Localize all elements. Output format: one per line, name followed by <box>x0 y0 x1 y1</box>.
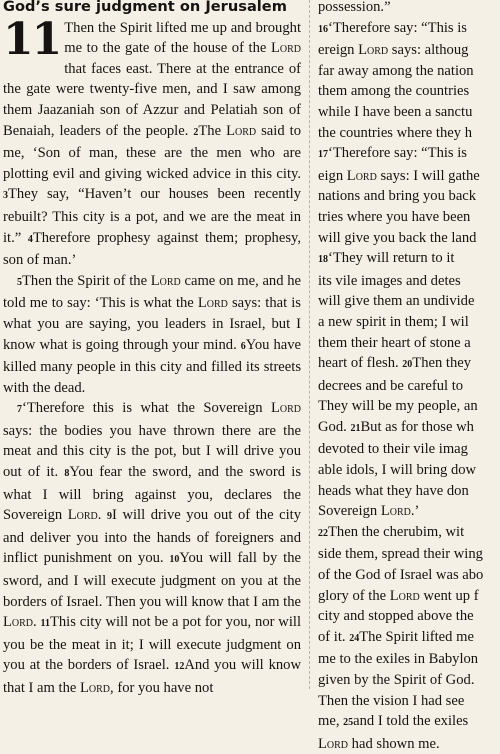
text-run: said to me, ‘Son of man, these are the men who are plotting evil and giving wicked advice in this city. <box>3 122 301 182</box>
text-run: tries where you have been <box>318 208 471 225</box>
verse-number: 11 <box>40 618 50 630</box>
text-run: eign <box>318 167 347 184</box>
text-line <box>318 207 500 228</box>
text-line <box>318 353 500 376</box>
text-line <box>318 166 500 187</box>
text-run: They will be my people, an <box>318 398 478 415</box>
left-column <box>3 0 301 699</box>
verse-number: 10 <box>169 554 180 566</box>
text-run: says: I will gathe <box>376 167 480 184</box>
verse-number: 20 <box>402 359 413 371</box>
text-run: ‘Therefore say: “This is <box>328 19 467 36</box>
text-line <box>318 670 500 691</box>
text-run: ‘Therefore this is what the Sovereign <box>22 400 271 417</box>
text-line <box>318 228 500 249</box>
text-run: of the God of Israel was abo <box>318 567 484 584</box>
text-run: The <box>198 122 227 139</box>
verse-number: 16 <box>318 23 328 35</box>
text-run: me, <box>318 713 344 730</box>
paragraph <box>3 398 301 698</box>
text-run: possession.” <box>318 0 391 15</box>
text-run: me to the exiles in Babylon <box>318 651 479 668</box>
text-line <box>318 734 500 754</box>
text-run: says: that is what you are saying, you leaders in Israel, but I know what is going through your mind. <box>3 295 301 353</box>
text-run: You fear the sword, and the sword is what I will bring against you, declares the Sovereign <box>3 464 301 524</box>
text-run: You have killed many people in this city and filled its streets with the dead. <box>3 336 301 396</box>
section-heading: God’s sure judgment on Jerusalem <box>3 0 287 15</box>
verse-number: 21 <box>350 422 361 434</box>
verse-number: 6 <box>240 340 246 352</box>
text-line <box>318 186 500 207</box>
text-run: given by the Spirit of God. <box>318 672 475 688</box>
verse-number: 22 <box>318 527 328 539</box>
text-run: able idols, I will bring dow <box>318 462 477 479</box>
verse-number: 24 <box>349 632 360 644</box>
text-line <box>318 0 500 18</box>
verse-number: 18 <box>318 254 328 266</box>
text-run: .’ <box>410 503 420 520</box>
text-run: had shown me. <box>348 735 440 752</box>
verse-number: 8 <box>64 468 70 480</box>
text-line <box>318 439 500 460</box>
text-line <box>318 40 500 61</box>
divine-name: Lord <box>358 42 389 59</box>
text-line <box>318 481 500 502</box>
text-run: side them, spread their wing <box>318 546 483 563</box>
text-run: ereign <box>318 42 359 59</box>
text-run: ‘They will return to it <box>328 250 455 267</box>
divine-name: Lord <box>3 614 34 631</box>
text-line <box>318 81 500 102</box>
text-run: will give them an undivide <box>318 293 475 310</box>
text-run: But as for those wh <box>360 418 474 435</box>
chapter-text <box>3 13 302 699</box>
text-run: heart of flesh. <box>318 355 403 372</box>
text-line <box>318 291 500 312</box>
text-line <box>318 248 500 271</box>
text-run: devoted to their vile imag <box>318 441 468 458</box>
divine-name: Lord <box>67 507 98 524</box>
text-line <box>318 606 500 627</box>
divine-name: Lord <box>346 167 377 184</box>
verse-number: 2 <box>193 126 199 138</box>
column-divider <box>309 0 310 689</box>
text-run: Sovereign <box>318 503 381 520</box>
text-line <box>318 586 500 607</box>
text-run: Then they <box>412 355 472 372</box>
text-run: decrees and be careful to <box>318 377 464 394</box>
text-line <box>318 143 500 166</box>
text-run: They say, “Haven’t our houses been recently rebuilt? This city is a pot, and we are the meat in it.” <box>3 186 301 246</box>
text-run: and I told the exiles <box>353 713 469 730</box>
text-run: says: the bodies you have thrown there are the meat and this city is the pot, but I will drive you out of it. <box>3 422 301 481</box>
divine-name: Lord <box>389 587 420 604</box>
text-line <box>318 711 500 734</box>
text-line <box>318 544 500 565</box>
text-run: its vile images and detes <box>318 272 461 289</box>
verse-number: 7 <box>17 404 22 416</box>
text-run: heads what they have don <box>318 482 469 499</box>
verse-number: 4 <box>27 233 33 245</box>
text-line <box>318 271 500 292</box>
divine-name: Lord <box>270 40 301 57</box>
paragraph <box>3 271 301 399</box>
chapter-number: 11 <box>3 13 61 65</box>
text-line <box>318 460 500 481</box>
divine-name: Lord <box>226 122 257 139</box>
text-run: will give you back the land <box>318 229 477 246</box>
text-run: them among the countries <box>318 83 470 100</box>
text-line <box>318 691 500 712</box>
text-run: the countries where they h <box>318 124 472 141</box>
text-line <box>318 312 500 333</box>
divine-name: Lord <box>270 400 301 417</box>
text-run: Then the Spirit lifted me up and brought me to the gate of the house of the <box>64 19 301 57</box>
divine-name: Lord <box>380 503 411 520</box>
text-run: , for you have not <box>110 680 214 696</box>
text-line <box>318 123 500 144</box>
text-line <box>318 376 500 397</box>
text-run: Therefore prophesy against them; prophesy, son of man.’ <box>3 229 301 269</box>
text-line <box>318 61 500 82</box>
text-line <box>318 417 500 440</box>
right-column <box>318 0 500 754</box>
text-run: came on me, and he told me to say: ‘This is what the <box>3 272 301 312</box>
verse-number: 17 <box>318 149 328 161</box>
text-run: Then the vision I had see <box>318 692 465 709</box>
text-run: I will drive you out of the city and deliver you into the hands of foreigners and inflict punishment on you. <box>3 507 302 567</box>
text-run: ‘Therefore say: “This is <box>328 145 467 162</box>
text-run: God. <box>318 418 351 435</box>
verse-number: 25 <box>343 717 354 729</box>
text-line <box>318 627 500 650</box>
text-run: glory of the <box>318 587 390 604</box>
divine-name: Lord <box>80 680 111 696</box>
text-run: Then the Spirit of the <box>22 272 151 289</box>
verse-number: 3 <box>3 190 8 202</box>
text-run: went up f <box>419 587 479 604</box>
text-run: Then the cherubim, wit <box>328 523 465 540</box>
text-run: them their heart of stone a <box>318 334 471 351</box>
text-run: city and stopped above the <box>318 608 474 625</box>
text-run: . <box>33 614 41 631</box>
text-run: says: althoug <box>388 42 469 59</box>
text-line <box>318 501 500 522</box>
text-run: a new spirit in them; I wil <box>318 313 469 330</box>
divine-name: Lord <box>318 735 349 752</box>
text-run: And you will know that I am the <box>3 657 302 696</box>
text-line <box>318 333 500 354</box>
text-run: . <box>97 507 108 524</box>
text-run: far away among the nation <box>318 62 474 79</box>
text-line <box>318 396 500 417</box>
text-line <box>318 565 500 586</box>
text-run: of it. <box>318 628 350 645</box>
text-run: nations and bring you back <box>318 188 477 205</box>
text-line <box>318 649 500 670</box>
text-run: The Spirit lifted me <box>359 628 474 645</box>
text-run: that faces east. There at the entrance of the gate were twenty-five men, and I saw among them Jaazaniah son of Azzur and Pelatiah son of Benaiah, leaders of the people. <box>3 60 301 139</box>
text-line <box>318 102 500 123</box>
text-line <box>318 18 500 41</box>
text-run: while I have been a sanctu <box>318 103 473 120</box>
divine-name: Lord <box>150 272 181 289</box>
divine-name: Lord <box>197 295 228 312</box>
verse-number: 12 <box>174 661 185 673</box>
text-run: This city will not be a pot for you, nor will you be the meat in it; I will execute judgment on you at the borders of Israel. <box>3 614 302 674</box>
verse-number: 5 <box>17 276 22 288</box>
text-line <box>318 522 500 545</box>
verse-number: 9 <box>107 511 113 523</box>
text-run: You will fall by the sword, and I will execute judgment on you at the borders of Israel. Then you will know that I am the <box>3 550 301 610</box>
